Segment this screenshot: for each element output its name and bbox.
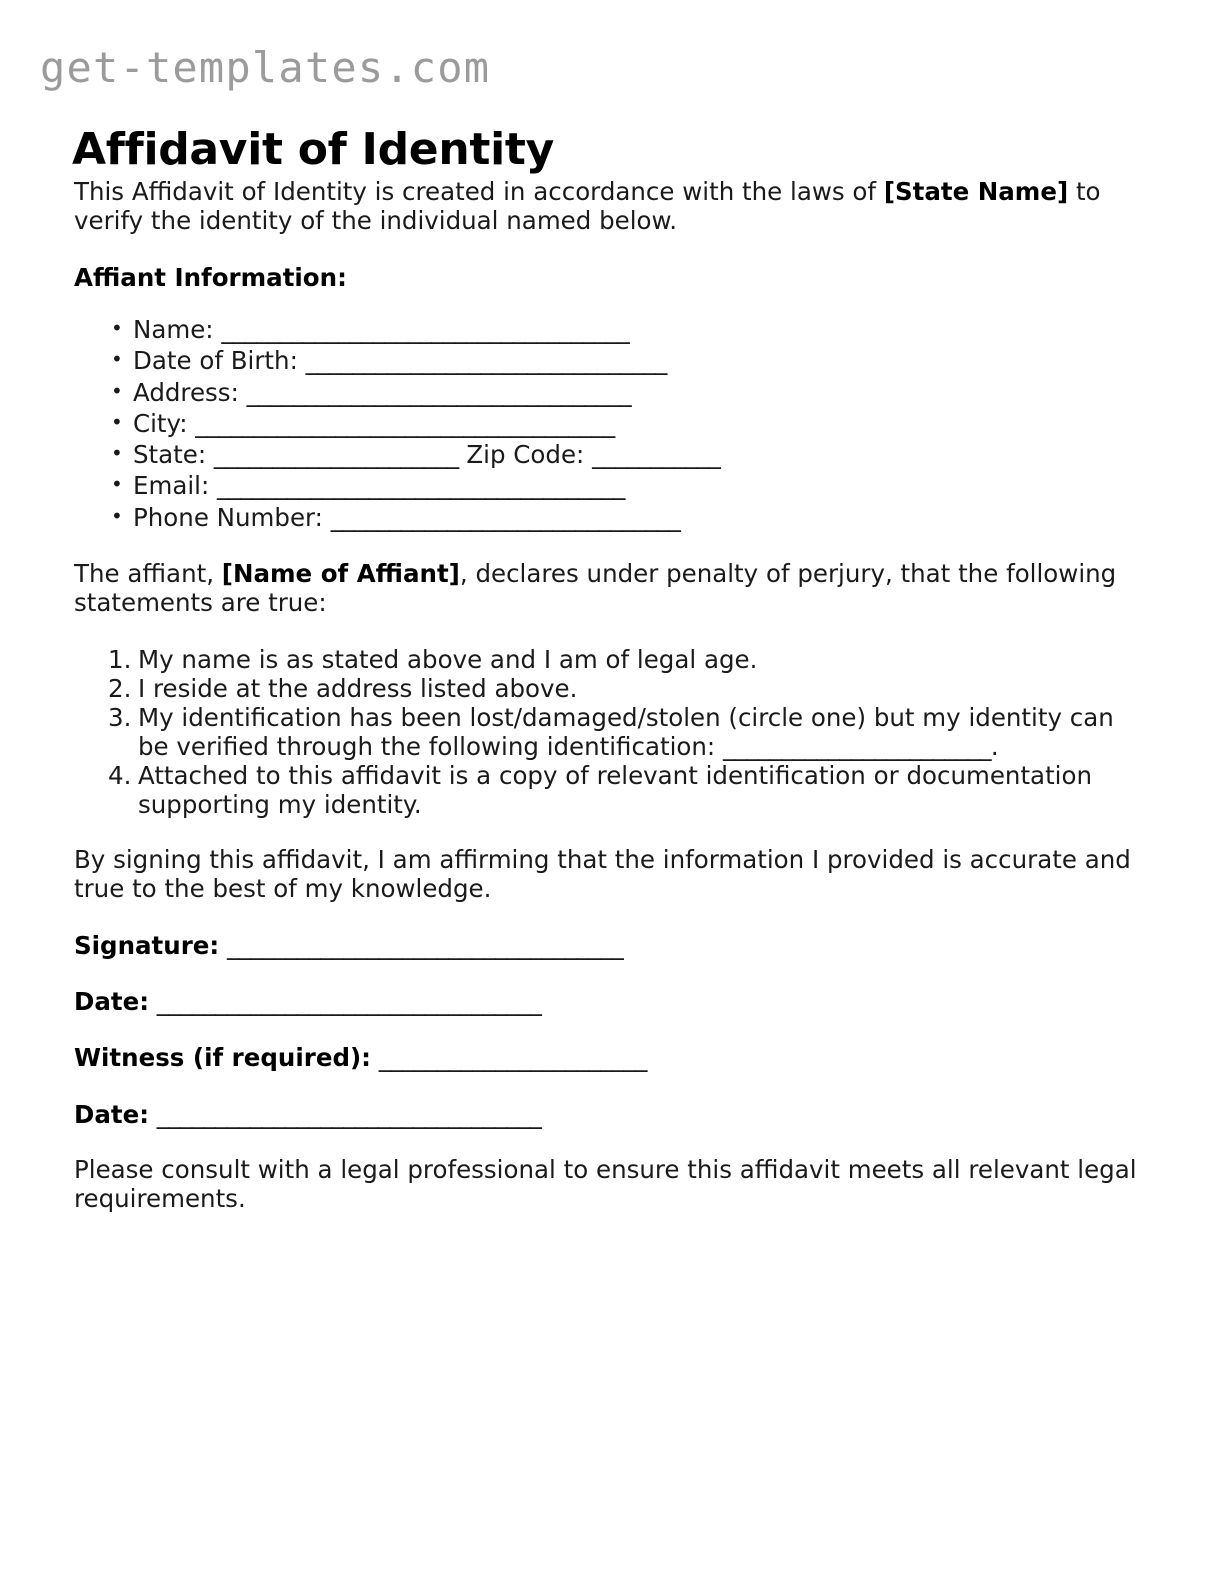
statement-blank-identification[interactable]: _______________________: [722, 731, 991, 761]
statement-text-3-before: My identification has been lost/damaged/stolen (circle one) but my identity can be verified through the following identification:: [138, 702, 1114, 761]
signature-date-label: Date:: [74, 987, 149, 1017]
field-label-name: Name:: [133, 315, 214, 345]
witness-date-blank[interactable]: _________________________________: [156, 1099, 542, 1129]
page-title: Affidavit of Identity: [72, 124, 554, 176]
signature-blank[interactable]: __________________________________: [227, 930, 624, 960]
field-blank-email[interactable]: ___________________________________: [217, 471, 625, 501]
witness-date-row: [74, 1100, 1138, 1129]
declaration-text-before: The affiant,: [74, 558, 222, 588]
spacer: [74, 1073, 1138, 1100]
field-label-city: City:: [133, 408, 188, 438]
affirmation-paragraph: By signing this affidavit, I am affirming that the information I provided is accurate and true to the best of my knowledge.: [74, 844, 1131, 903]
witness-blank[interactable]: _______________________: [378, 1043, 647, 1073]
affiant-name-placeholder: [Name of Affiant]: [221, 558, 460, 588]
list-item: [136, 645, 1138, 674]
field-blank-address[interactable]: _________________________________: [246, 377, 632, 407]
field-blank-state[interactable]: _____________________: [213, 440, 459, 470]
field-blank-zip[interactable]: ___________: [592, 440, 721, 470]
field-blank-city[interactable]: ____________________________________: [195, 408, 615, 438]
field-label-zip: Zip Code:: [466, 440, 585, 470]
witness-label: Witness (if required):: [74, 1043, 371, 1073]
witness-date-label: Date:: [74, 1099, 149, 1129]
list-item: [136, 761, 1138, 819]
footer-note: Please consult with a legal professional to ensure this affidavit meets all relevant legal requirements.: [74, 1155, 1137, 1214]
signature-date-row: [74, 987, 1138, 1016]
list-item: [136, 703, 1138, 761]
signature-row: [74, 931, 1138, 960]
statement-text-3-after: .: [990, 731, 999, 761]
witness-row: [74, 1043, 1138, 1072]
field-label-phone: Phone Number:: [133, 502, 323, 532]
spacer: [74, 236, 1138, 263]
intro-text-before: This Affidavit of Identity is created in accordance with the laws of: [74, 177, 884, 206]
affiant-information-heading: Affiant Information:: [74, 262, 347, 292]
field-label-email: Email:: [133, 471, 210, 501]
field-blank-phone[interactable]: ______________________________: [330, 502, 681, 532]
field-label-state: State:: [133, 440, 207, 470]
statement-text-4: Attached to this affidavit is a copy of relevant identification or documentation supporting my identity.: [138, 760, 1093, 819]
list-item: [136, 674, 1138, 703]
spacer: [74, 819, 1138, 846]
list-item: [133, 502, 1138, 533]
spacer: [74, 960, 1138, 987]
site-watermark: get-templates.com: [40, 43, 491, 92]
statements-list: [74, 645, 1138, 819]
signature-date-blank[interactable]: _________________________________: [156, 987, 542, 1017]
list-item: [133, 408, 1138, 439]
spacer: [74, 618, 1138, 645]
statement-text-2: I reside at the address listed above.: [138, 673, 578, 703]
list-item: [133, 314, 1138, 345]
field-blank-dob[interactable]: _______________________________: [305, 346, 667, 376]
document-body: [74, 178, 1138, 1214]
list-item: [133, 377, 1138, 408]
intro-paragraph: [74, 178, 1138, 236]
spacer: [74, 1016, 1138, 1043]
spacer: [74, 904, 1138, 931]
field-label-address: Address:: [133, 377, 239, 407]
affiant-field-list: [74, 314, 1138, 533]
list-item: [133, 439, 1138, 470]
state-name-placeholder: [State Name]: [883, 177, 1069, 206]
field-label-dob: Date of Birth:: [133, 346, 298, 376]
field-blank-name[interactable]: ___________________________________: [221, 315, 630, 345]
list-item: [133, 345, 1138, 376]
list-item: [133, 470, 1138, 501]
statement-text-1: My name is as stated above and I am of legal age.: [138, 644, 758, 674]
spacer: [74, 1129, 1138, 1156]
spacer: [74, 533, 1138, 560]
intro-text-after: to verify the identity of the individual named below.: [74, 177, 1101, 235]
declaration-text-after: , declares under penalty of perjury, that the following statements are true:: [74, 558, 1117, 617]
spacer: [74, 292, 1138, 314]
signature-label: Signature:: [74, 930, 220, 960]
declaration-paragraph: [74, 560, 1138, 618]
